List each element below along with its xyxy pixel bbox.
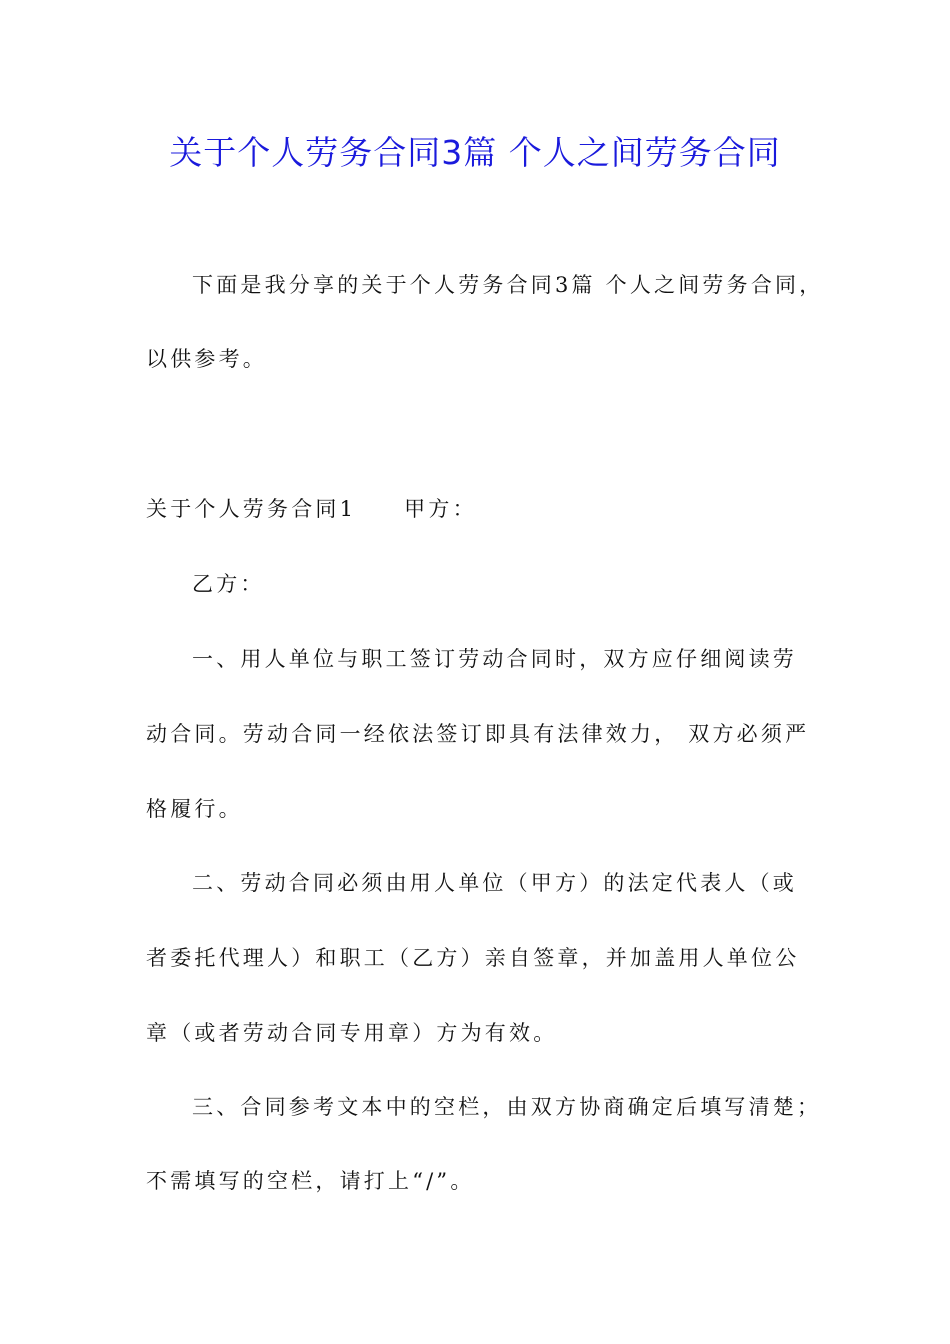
clause3-line-2: 不需填写的空栏，请打上“/”。	[146, 1169, 475, 1193]
document-title: 关于个人劳务合同3篇 个人之间劳务合同	[169, 133, 781, 172]
party-b-label: 乙方：	[192, 572, 265, 596]
contract-heading-line	[146, 494, 477, 524]
intro-line-1: 下面是我分享的关于个人劳务合同3篇 个人之间劳务合同，	[192, 273, 824, 297]
clause2-line-2: 者委托代理人）和职工（乙方）亲自签章，并加盖用人单位公	[146, 946, 800, 970]
party-a-label: 甲方：	[404, 497, 477, 521]
clause1-line-2: 动合同。劳动合同一经依法签订即具有法律效力， 双方必须严	[146, 722, 810, 746]
clause1-line-3: 格履行。	[146, 797, 243, 821]
contract1-heading: 关于个人劳务合同1	[146, 497, 357, 521]
intro-line-2: 以供参考。	[146, 347, 267, 371]
clause3-line-1: 三、合同参考文本中的空栏，由双方协商确定后填写清楚；	[192, 1095, 822, 1119]
clause2-line-3: 章（或者劳动合同专用章）方为有效。	[146, 1021, 558, 1045]
clause2-line-1: 二、劳动合同必须由用人单位（甲方）的法定代表人（或	[192, 871, 797, 895]
clause1-line-1: 一、用人单位与职工签订劳动合同时，双方应仔细阅读劳	[192, 647, 797, 671]
